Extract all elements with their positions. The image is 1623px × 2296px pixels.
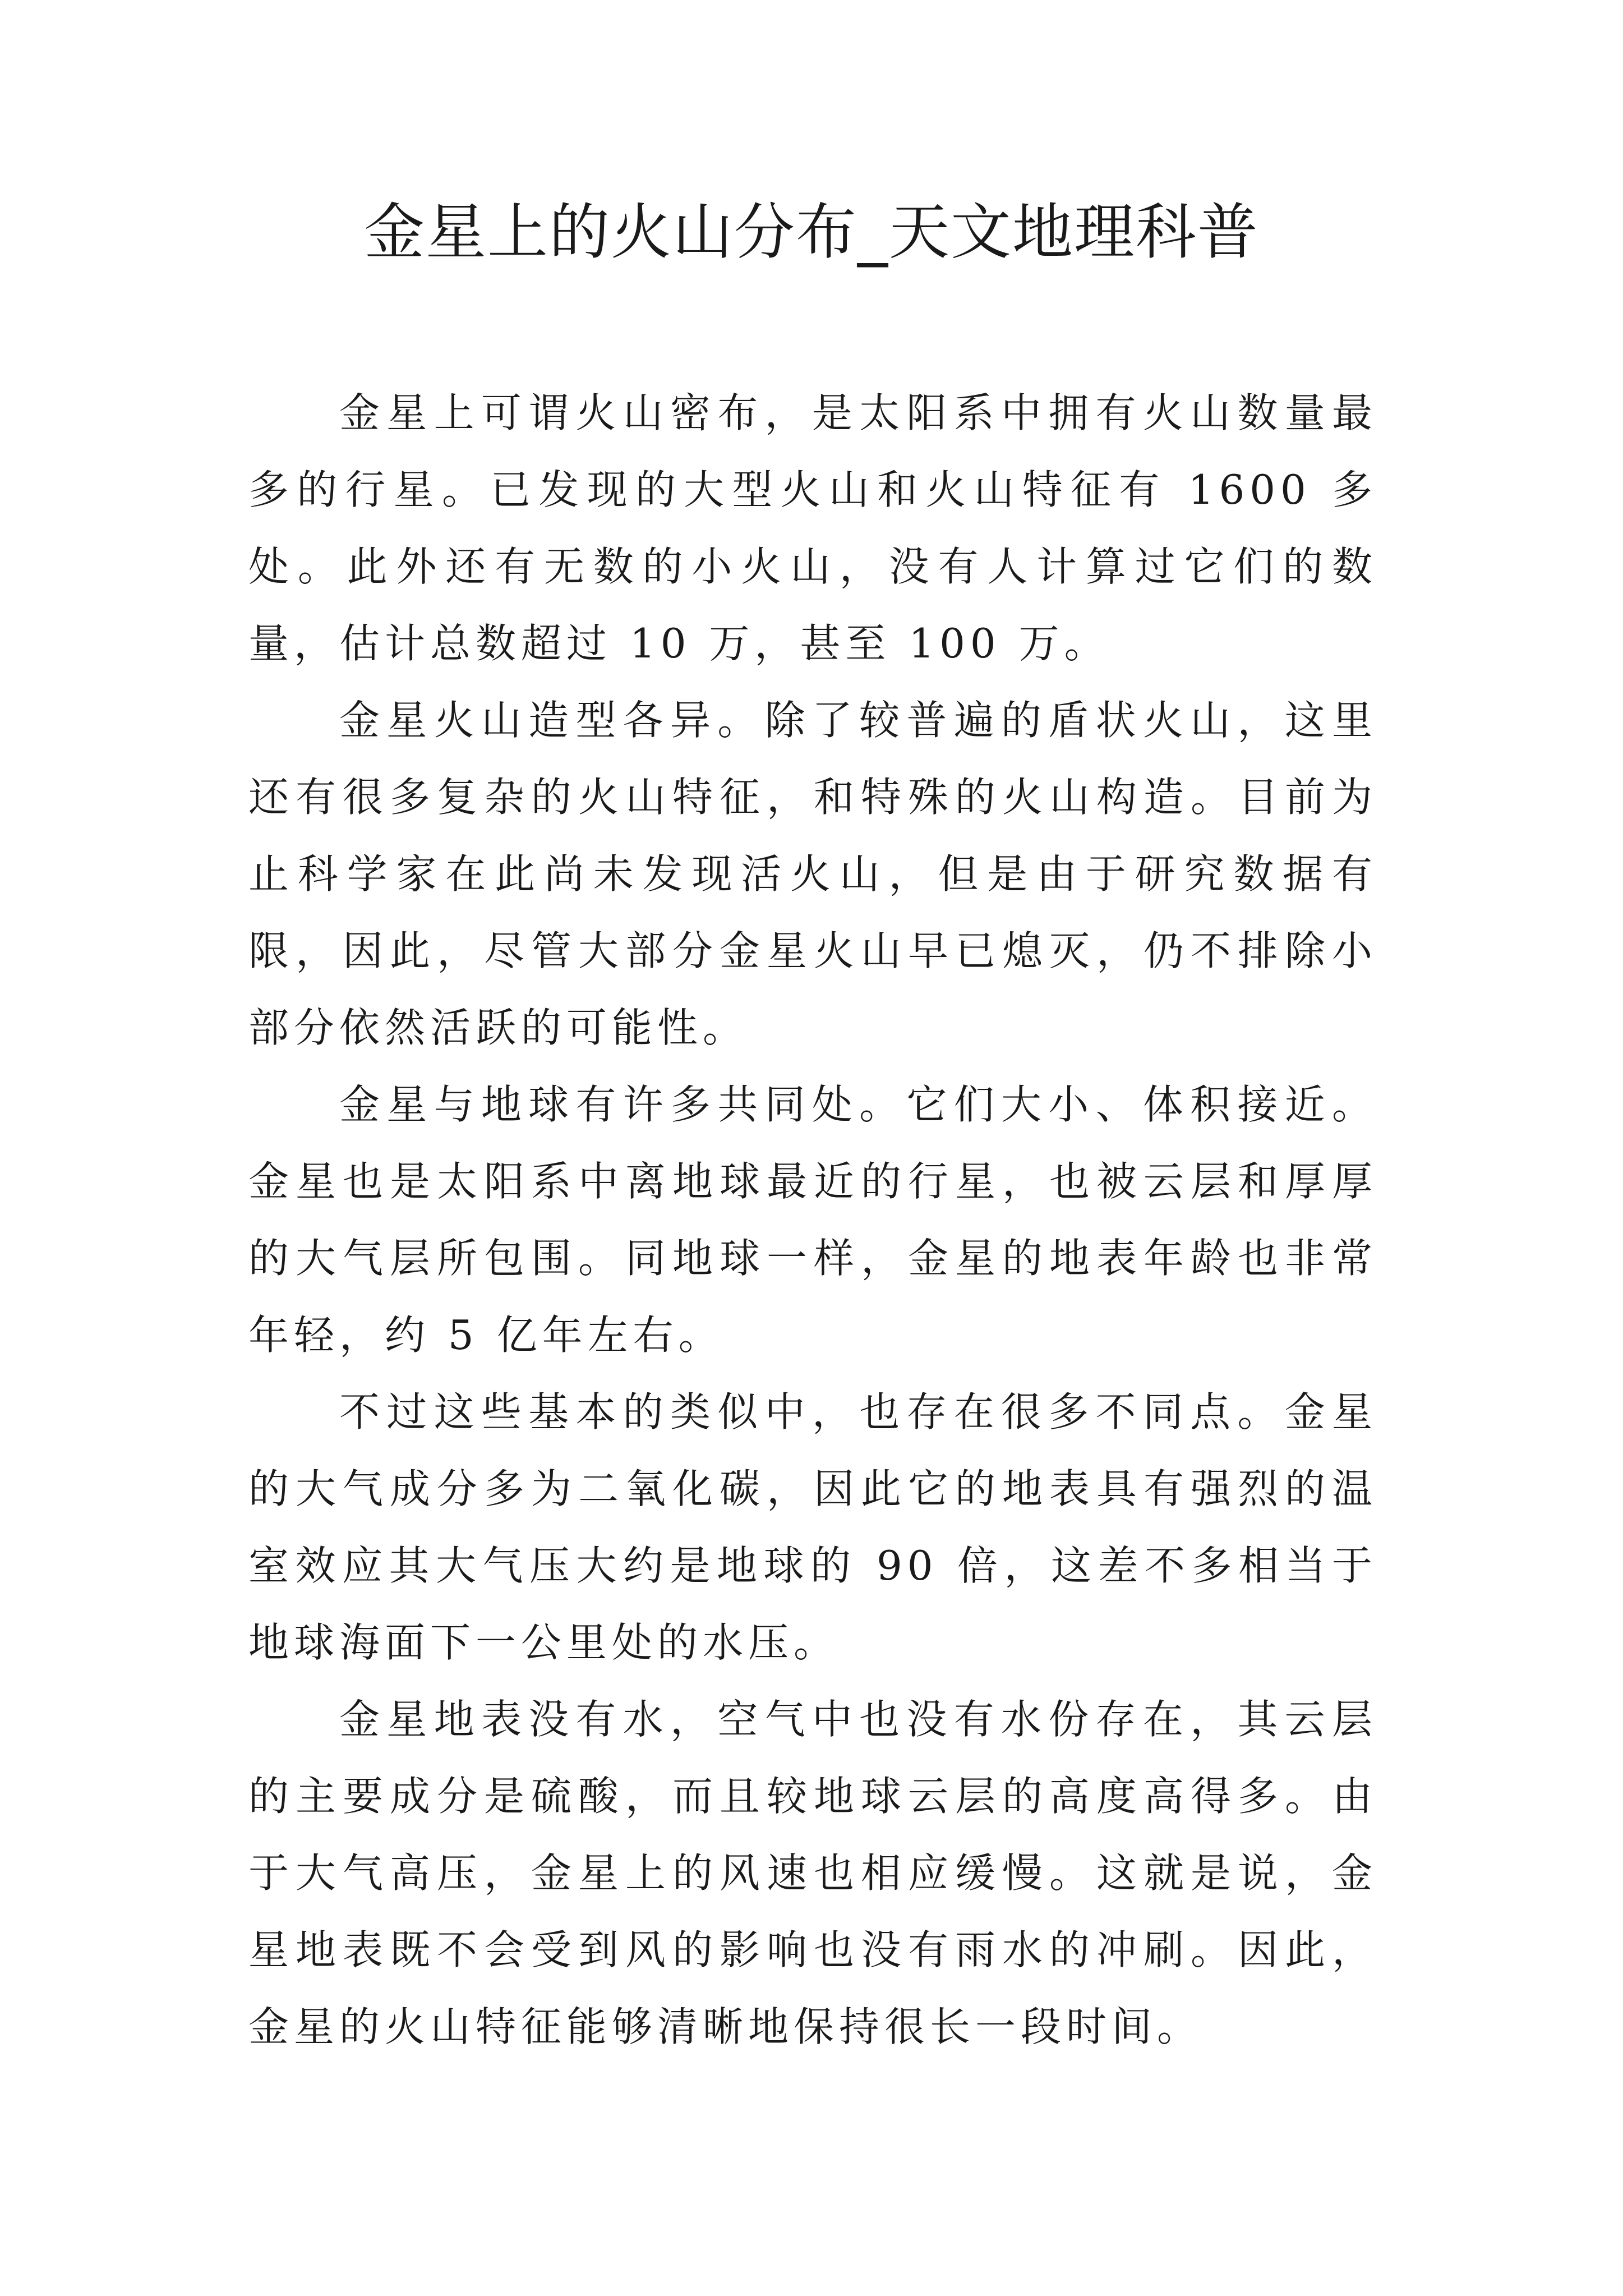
document-title: 金星上的火山分布_天文地理科普 <box>363 197 1259 268</box>
document-body <box>248 375 1377 2065</box>
paragraph-2: 金星火山造型各异。除了较普遍的盾状火山，这里还有很多复杂的火山特征，和特殊的火山构造。目前为止科学家在此尚未发现活火山，但是由于研究数据有限，因此，尽管大部分金星火山早已熄灭，仍不排除小部分依然活跃的可能性。 <box>248 697 1377 1051</box>
paragraph-5: 金星地表没有水，空气中也没有水份存在，其云层的主要成分是硫酸，而且较地球云层的高度高得多。由于大气高压，金星上的风速也相应缓慢。这就是说，金星地表既不会受到风的影响也没有雨水的冲刷。因此，金星的火山特征能够清晰地保持很长一段时间。 <box>248 1696 1377 2050</box>
paragraph-1: 金星上可谓火山密布，是太阳系中拥有火山数量最多的行星。已发现的大型火山和火山特征有 1600 多处。此外还有无数的小火山，没有人计算过它们的数量，估计总数超过 10 万，甚至 100 万。 <box>248 389 1377 667</box>
paragraph-4: 不过这些基本的类似中，也存在很多不同点。金星的大气成分多为二氧化碳，因此它的地表具有强烈的温室效应其大气压大约是地球的 90 倍，这差不多相当于地球海面下一公里处的水压。 <box>248 1388 1377 1666</box>
paragraph-3: 金星与地球有许多共同处。它们大小、体积接近。金星也是太阳系中离地球最近的行星，也被云层和厚厚的大气层所包围。同地球一样，金星的地表年龄也非常年轻，约 5 亿年左右。 <box>248 1081 1377 1359</box>
